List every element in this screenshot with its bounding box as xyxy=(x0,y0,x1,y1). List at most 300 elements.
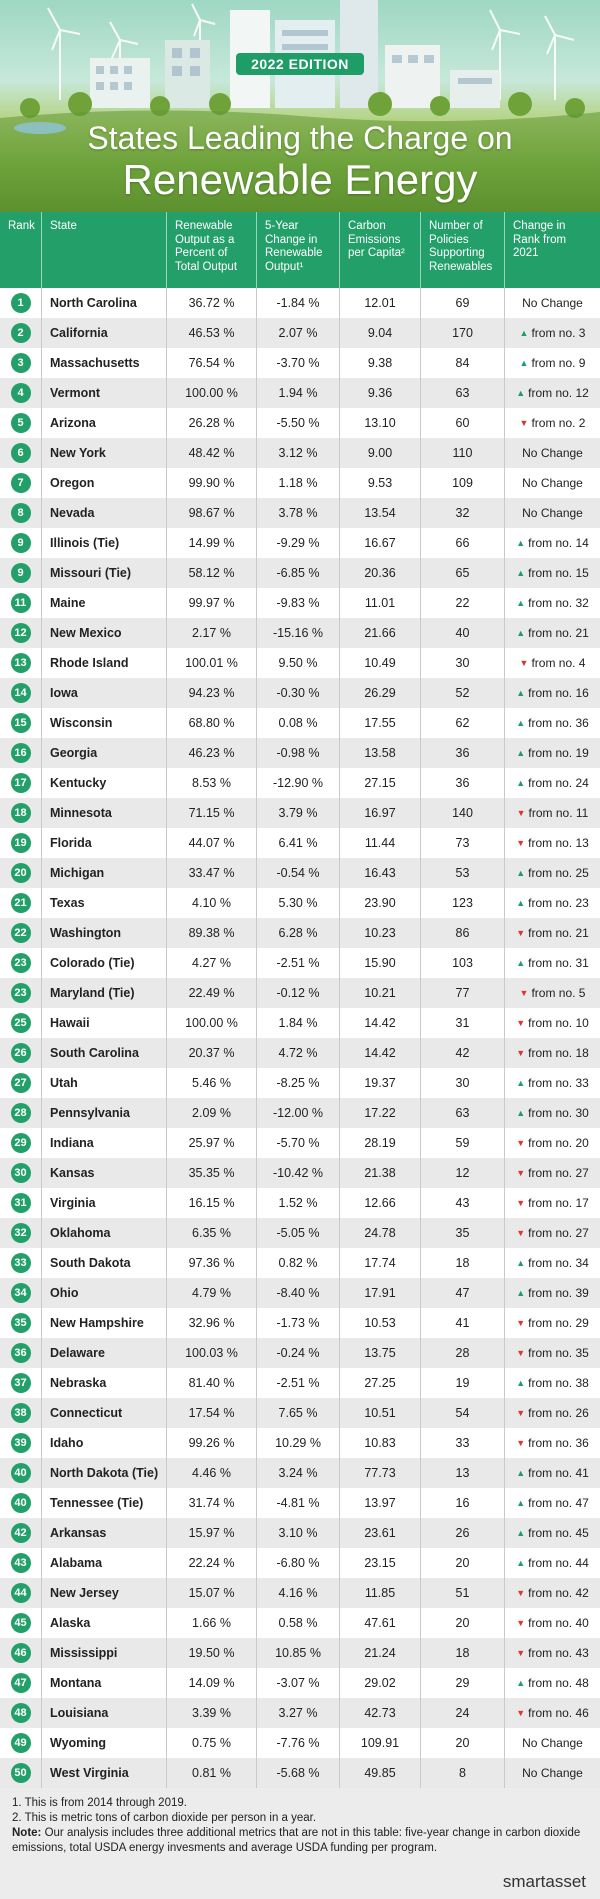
carbon-emissions-cell: 9.53 xyxy=(340,468,421,498)
triangle-up-icon: ▲ xyxy=(516,868,526,878)
rank-change-text: from no. 43 xyxy=(528,1646,589,1660)
renewable-output-cell: 15.07 % xyxy=(167,1578,257,1608)
state-cell: North Dakota (Tie) xyxy=(42,1458,167,1488)
table-row xyxy=(0,738,600,768)
rank-change-cell xyxy=(505,768,600,798)
table-row xyxy=(0,1728,600,1758)
table-row xyxy=(0,1368,600,1398)
rank-badge: 22 xyxy=(11,923,31,943)
policies-cell: 19 xyxy=(421,1368,505,1398)
table-row xyxy=(0,948,600,978)
policies-cell: 20 xyxy=(421,1728,505,1758)
state-cell: Oregon xyxy=(42,468,167,498)
policies-cell: 26 xyxy=(421,1518,505,1548)
rank-cell xyxy=(0,288,42,318)
five-year-change-cell: 3.78 % xyxy=(257,498,340,528)
table-row xyxy=(0,318,600,348)
rank-change-text: No Change xyxy=(522,476,583,490)
rank-change-cell xyxy=(505,1128,600,1158)
footnote-2: 2. This is metric tons of carbon dioxide per person in a year. xyxy=(12,1812,317,1824)
triangle-up-icon: ▲ xyxy=(516,1378,526,1388)
rank-change-cell xyxy=(505,378,600,408)
carbon-emissions-cell: 10.51 xyxy=(340,1398,421,1428)
page-title-emphasis: Renewable Energy xyxy=(122,156,478,203)
rank-badge: 31 xyxy=(11,1193,31,1213)
renewable-output-cell: 5.46 % xyxy=(167,1068,257,1098)
rank-change-cell xyxy=(505,1098,600,1128)
rank-badge: 40 xyxy=(11,1493,31,1513)
rank-badge: 8 xyxy=(11,503,31,523)
policies-cell: 40 xyxy=(421,618,505,648)
rank-change-cell xyxy=(505,1188,600,1218)
rank-cell xyxy=(0,858,42,888)
policies-cell: 140 xyxy=(421,798,505,828)
policies-cell: 47 xyxy=(421,1278,505,1308)
rank-change-text: No Change xyxy=(522,506,583,520)
policies-cell: 52 xyxy=(421,678,505,708)
state-cell: New Hampshire xyxy=(42,1308,167,1338)
five-year-change-cell: -1.84 % xyxy=(257,288,340,318)
policies-cell: 110 xyxy=(421,438,505,468)
table-row xyxy=(0,1428,600,1458)
rank-change-text: from no. 11 xyxy=(528,806,589,820)
rank-cell xyxy=(0,768,42,798)
rank-change-text: from no. 36 xyxy=(528,716,589,730)
five-year-change-cell: -6.85 % xyxy=(257,558,340,588)
state-cell: Arkansas xyxy=(42,1518,167,1548)
policies-cell: 54 xyxy=(421,1398,505,1428)
triangle-down-icon: ▼ xyxy=(516,1438,526,1448)
carbon-emissions-cell: 42.73 xyxy=(340,1698,421,1728)
rank-badge: 23 xyxy=(11,953,31,973)
rank-badge: 50 xyxy=(11,1763,31,1783)
table-row xyxy=(0,708,600,738)
five-year-change-cell: -5.05 % xyxy=(257,1218,340,1248)
table-row xyxy=(0,468,600,498)
five-year-change-cell: 9.50 % xyxy=(257,648,340,678)
five-year-change-cell: -7.76 % xyxy=(257,1728,340,1758)
rank-cell xyxy=(0,1698,42,1728)
carbon-emissions-cell: 21.24 xyxy=(340,1638,421,1668)
state-cell: Colorado (Tie) xyxy=(42,948,167,978)
five-year-change-cell: 5.30 % xyxy=(257,888,340,918)
renewable-output-cell: 97.36 % xyxy=(167,1248,257,1278)
state-cell: New Mexico xyxy=(42,618,167,648)
policies-cell: 33 xyxy=(421,1428,505,1458)
rank-cell xyxy=(0,468,42,498)
table-row xyxy=(0,1458,600,1488)
five-year-change-cell: -0.98 % xyxy=(257,738,340,768)
rank-change-cell xyxy=(505,858,600,888)
rank-badge: 40 xyxy=(11,1463,31,1483)
rank-badge: 43 xyxy=(11,1553,31,1573)
five-year-change-cell: -8.40 % xyxy=(257,1278,340,1308)
renewable-output-cell: 6.35 % xyxy=(167,1218,257,1248)
rank-badge: 12 xyxy=(11,623,31,643)
five-year-change-cell: 0.82 % xyxy=(257,1248,340,1278)
renewable-output-cell: 76.54 % xyxy=(167,348,257,378)
table-row xyxy=(0,1188,600,1218)
policies-cell: 12 xyxy=(421,1158,505,1188)
table-row xyxy=(0,1398,600,1428)
carbon-emissions-cell: 20.36 xyxy=(340,558,421,588)
rank-badge: 2 xyxy=(11,323,31,343)
rank-change-cell xyxy=(505,1728,600,1758)
rank-badge: 36 xyxy=(11,1343,31,1363)
rank-cell xyxy=(0,1428,42,1458)
rank-change-text: No Change xyxy=(522,446,583,460)
rank-change-text: from no. 46 xyxy=(528,1706,589,1720)
table-row xyxy=(0,918,600,948)
renewable-output-cell: 99.97 % xyxy=(167,588,257,618)
state-cell: Iowa xyxy=(42,678,167,708)
table-row xyxy=(0,1518,600,1548)
rank-change-cell xyxy=(505,1608,600,1638)
state-cell: Hawaii xyxy=(42,1008,167,1038)
brand-logo: smartasset xyxy=(502,1872,586,1891)
rank-cell xyxy=(0,1608,42,1638)
rank-change-text: from no. 44 xyxy=(528,1556,589,1570)
rank-badge: 42 xyxy=(11,1523,31,1543)
state-cell: Tennessee (Tie) xyxy=(42,1488,167,1518)
renewable-output-cell: 22.49 % xyxy=(167,978,257,1008)
carbon-emissions-cell: 23.61 xyxy=(340,1518,421,1548)
rank-badge: 39 xyxy=(11,1433,31,1453)
state-cell: Kentucky xyxy=(42,768,167,798)
rank-change-text: from no. 47 xyxy=(528,1496,589,1510)
rank-change-text: No Change xyxy=(522,1736,583,1750)
five-year-change-cell: -10.42 % xyxy=(257,1158,340,1188)
state-cell: Louisiana xyxy=(42,1698,167,1728)
rank-cell xyxy=(0,948,42,978)
state-cell: Montana xyxy=(42,1668,167,1698)
rank-cell xyxy=(0,1668,42,1698)
rank-change-cell xyxy=(505,648,600,678)
renewable-output-cell: 100.03 % xyxy=(167,1338,257,1368)
table-row xyxy=(0,1548,600,1578)
rank-badge: 7 xyxy=(11,473,31,493)
rank-change-cell xyxy=(505,1038,600,1068)
rank-badge: 48 xyxy=(11,1703,31,1723)
state-cell: Maryland (Tie) xyxy=(42,978,167,1008)
table-row xyxy=(0,798,600,828)
state-cell: Pennsylvania xyxy=(42,1098,167,1128)
triangle-down-icon: ▼ xyxy=(516,1348,526,1358)
table-row xyxy=(0,858,600,888)
five-year-change-cell: 3.24 % xyxy=(257,1458,340,1488)
rank-change-cell xyxy=(505,978,600,1008)
table-row xyxy=(0,1218,600,1248)
rank-cell xyxy=(0,438,42,468)
rank-change-text: from no. 34 xyxy=(528,1256,589,1270)
renewable-output-cell: 99.26 % xyxy=(167,1428,257,1458)
five-year-change-cell: 1.94 % xyxy=(257,378,340,408)
table-row xyxy=(0,1248,600,1278)
footnote-1: 1. This is from 2014 through 2019. xyxy=(12,1797,187,1809)
rank-change-text: from no. 12 xyxy=(528,386,589,400)
rank-cell xyxy=(0,1098,42,1128)
carbon-emissions-cell: 17.74 xyxy=(340,1248,421,1278)
rank-change-cell xyxy=(505,1248,600,1278)
five-year-change-cell: -6.80 % xyxy=(257,1548,340,1578)
rank-change-cell xyxy=(505,468,600,498)
rank-badge: 45 xyxy=(11,1613,31,1633)
column-header-rank: Rank xyxy=(0,212,42,288)
rank-change-text: from no. 19 xyxy=(528,746,589,760)
column-header-policies: Number of Policies Supporting Renewables xyxy=(421,212,505,288)
policies-cell: 170 xyxy=(421,318,505,348)
rank-badge: 14 xyxy=(11,683,31,703)
five-year-change-cell: 4.16 % xyxy=(257,1578,340,1608)
table-row xyxy=(0,1128,600,1158)
rank-change-text: from no. 36 xyxy=(528,1436,589,1450)
rank-cell xyxy=(0,1548,42,1578)
table-row xyxy=(0,558,600,588)
triangle-up-icon: ▲ xyxy=(516,628,526,638)
policies-cell: 8 xyxy=(421,1758,505,1788)
renewable-output-cell: 1.66 % xyxy=(167,1608,257,1638)
table-row xyxy=(0,1698,600,1728)
state-cell: North Carolina xyxy=(42,288,167,318)
table-row xyxy=(0,348,600,378)
rank-cell xyxy=(0,558,42,588)
rank-change-text: from no. 25 xyxy=(528,866,589,880)
rank-badge: 5 xyxy=(11,413,31,433)
rank-change-cell xyxy=(505,1218,600,1248)
state-cell: Maine xyxy=(42,588,167,618)
rank-change-text: from no. 26 xyxy=(528,1406,589,1420)
rank-cell xyxy=(0,498,42,528)
rank-change-cell xyxy=(505,498,600,528)
rank-change-text: from no. 32 xyxy=(528,596,589,610)
carbon-emissions-cell: 23.15 xyxy=(340,1548,421,1578)
rank-change-cell xyxy=(505,1158,600,1188)
policies-cell: 123 xyxy=(421,888,505,918)
table-row xyxy=(0,1098,600,1128)
five-year-change-cell: -9.83 % xyxy=(257,588,340,618)
rank-cell xyxy=(0,918,42,948)
rankings-table xyxy=(0,212,600,1788)
policies-cell: 20 xyxy=(421,1608,505,1638)
triangle-down-icon: ▼ xyxy=(516,1708,526,1718)
rank-change-text: No Change xyxy=(522,1766,583,1780)
rank-cell xyxy=(0,1068,42,1098)
rank-change-cell xyxy=(505,708,600,738)
state-cell: Georgia xyxy=(42,738,167,768)
rank-change-text: from no. 20 xyxy=(528,1136,589,1150)
rank-change-cell xyxy=(505,1548,600,1578)
table-row xyxy=(0,618,600,648)
five-year-change-cell: -2.51 % xyxy=(257,1368,340,1398)
five-year-change-cell: -3.07 % xyxy=(257,1668,340,1698)
policies-cell: 18 xyxy=(421,1638,505,1668)
five-year-change-cell: 7.65 % xyxy=(257,1398,340,1428)
rank-badge: 29 xyxy=(11,1133,31,1153)
policies-cell: 84 xyxy=(421,348,505,378)
renewable-output-cell: 22.24 % xyxy=(167,1548,257,1578)
renewable-output-cell: 46.23 % xyxy=(167,738,257,768)
renewable-output-cell: 35.35 % xyxy=(167,1158,257,1188)
triangle-down-icon: ▼ xyxy=(519,988,529,998)
state-cell: California xyxy=(42,318,167,348)
rank-change-cell xyxy=(505,1488,600,1518)
five-year-change-cell: 2.07 % xyxy=(257,318,340,348)
table-row xyxy=(0,1308,600,1338)
renewable-output-cell: 36.72 % xyxy=(167,288,257,318)
column-header-state: State xyxy=(42,212,167,288)
carbon-emissions-cell: 27.15 xyxy=(340,768,421,798)
state-cell: Rhode Island xyxy=(42,648,167,678)
state-cell: New Jersey xyxy=(42,1578,167,1608)
five-year-change-cell: -2.51 % xyxy=(257,948,340,978)
triangle-down-icon: ▼ xyxy=(516,1048,526,1058)
state-cell: Illinois (Tie) xyxy=(42,528,167,558)
five-year-change-cell: -3.70 % xyxy=(257,348,340,378)
rank-change-text: from no. 3 xyxy=(531,326,586,340)
rank-change-cell xyxy=(505,1008,600,1038)
carbon-emissions-cell: 9.00 xyxy=(340,438,421,468)
rank-cell xyxy=(0,318,42,348)
rank-change-text: from no. 16 xyxy=(528,686,589,700)
column-header-renewable-output: Renewable Output as a Percent of Total Output xyxy=(167,212,257,288)
policies-cell: 103 xyxy=(421,948,505,978)
rank-cell xyxy=(0,1128,42,1158)
note-label: Note: xyxy=(12,1827,42,1839)
policies-cell: 22 xyxy=(421,588,505,618)
rank-cell xyxy=(0,1458,42,1488)
carbon-emissions-cell: 26.29 xyxy=(340,678,421,708)
carbon-emissions-cell: 10.23 xyxy=(340,918,421,948)
rank-badge: 35 xyxy=(11,1313,31,1333)
policies-cell: 20 xyxy=(421,1548,505,1578)
carbon-emissions-cell: 11.44 xyxy=(340,828,421,858)
five-year-change-cell: -0.54 % xyxy=(257,858,340,888)
rank-change-text: from no. 10 xyxy=(528,1016,589,1030)
five-year-change-cell: -12.00 % xyxy=(257,1098,340,1128)
renewable-output-cell: 3.39 % xyxy=(167,1698,257,1728)
rank-change-text: from no. 40 xyxy=(528,1616,589,1630)
rank-change-cell xyxy=(505,438,600,468)
carbon-emissions-cell: 13.10 xyxy=(340,408,421,438)
policies-cell: 16 xyxy=(421,1488,505,1518)
triangle-up-icon: ▲ xyxy=(516,898,526,908)
rank-change-cell xyxy=(505,1428,600,1458)
rank-change-text: from no. 42 xyxy=(528,1586,589,1600)
rank-cell xyxy=(0,888,42,918)
policies-cell: 31 xyxy=(421,1008,505,1038)
rank-cell xyxy=(0,1038,42,1068)
renewable-output-cell: 4.79 % xyxy=(167,1278,257,1308)
rank-badge: 11 xyxy=(11,593,31,613)
policies-cell: 60 xyxy=(421,408,505,438)
carbon-emissions-cell: 109.91 xyxy=(340,1728,421,1758)
rank-change-text: No Change xyxy=(522,296,583,310)
table-body xyxy=(0,288,600,1788)
rank-cell xyxy=(0,528,42,558)
rank-badge: 1 xyxy=(11,293,31,313)
policies-cell: 77 xyxy=(421,978,505,1008)
state-cell: Oklahoma xyxy=(42,1218,167,1248)
rank-cell xyxy=(0,1278,42,1308)
state-cell: Nebraska xyxy=(42,1368,167,1398)
policies-cell: 59 xyxy=(421,1128,505,1158)
rank-badge: 18 xyxy=(11,803,31,823)
state-cell: Virginia xyxy=(42,1188,167,1218)
state-cell: Washington xyxy=(42,918,167,948)
triangle-up-icon: ▲ xyxy=(516,1078,526,1088)
state-cell: West Virginia xyxy=(42,1758,167,1788)
triangle-down-icon: ▼ xyxy=(516,1318,526,1328)
rank-cell xyxy=(0,1638,42,1668)
state-cell: Texas xyxy=(42,888,167,918)
triangle-down-icon: ▼ xyxy=(516,1228,526,1238)
renewable-output-cell: 2.09 % xyxy=(167,1098,257,1128)
policies-cell: 28 xyxy=(421,1338,505,1368)
rank-cell xyxy=(0,1008,42,1038)
renewable-output-cell: 19.50 % xyxy=(167,1638,257,1668)
triangle-up-icon: ▲ xyxy=(516,1288,526,1298)
rank-change-cell xyxy=(505,288,600,318)
renewable-output-cell: 33.47 % xyxy=(167,858,257,888)
rank-change-text: from no. 35 xyxy=(528,1346,589,1360)
renewable-output-cell: 14.09 % xyxy=(167,1668,257,1698)
rank-change-cell xyxy=(505,1278,600,1308)
rank-badge: 33 xyxy=(11,1253,31,1273)
rank-change-text: from no. 15 xyxy=(528,566,589,580)
triangle-down-icon: ▼ xyxy=(516,928,526,938)
policies-cell: 51 xyxy=(421,1578,505,1608)
note-text: Our analysis includes three additional metrics that are not in this table: five-year change in carbon dioxide emissions, total USDA energy invesments and average USDA funding per program. xyxy=(12,1827,581,1854)
renewable-output-cell: 32.96 % xyxy=(167,1308,257,1338)
rank-badge: 34 xyxy=(11,1283,31,1303)
five-year-change-cell: -1.73 % xyxy=(257,1308,340,1338)
rank-cell xyxy=(0,1308,42,1338)
rank-change-cell xyxy=(505,318,600,348)
carbon-emissions-cell: 13.54 xyxy=(340,498,421,528)
state-cell: Florida xyxy=(42,828,167,858)
state-cell: Connecticut xyxy=(42,1398,167,1428)
renewable-output-cell: 94.23 % xyxy=(167,678,257,708)
table-row xyxy=(0,498,600,528)
renewable-output-cell: 48.42 % xyxy=(167,438,257,468)
rank-change-text: from no. 14 xyxy=(528,536,589,550)
table-row xyxy=(0,1038,600,1068)
renewable-output-cell: 17.54 % xyxy=(167,1398,257,1428)
table-row xyxy=(0,288,600,318)
state-cell: Alabama xyxy=(42,1548,167,1578)
rank-change-text: from no. 4 xyxy=(531,656,586,670)
rank-change-cell xyxy=(505,1458,600,1488)
five-year-change-cell: 3.27 % xyxy=(257,1698,340,1728)
renewable-output-cell: 0.75 % xyxy=(167,1728,257,1758)
policies-cell: 29 xyxy=(421,1668,505,1698)
rank-badge: 27 xyxy=(11,1073,31,1093)
state-cell: Nevada xyxy=(42,498,167,528)
rank-change-cell xyxy=(505,1338,600,1368)
triangle-up-icon: ▲ xyxy=(516,1468,526,1478)
renewable-output-cell: 31.74 % xyxy=(167,1488,257,1518)
triangle-down-icon: ▼ xyxy=(516,808,526,818)
rank-badge: 17 xyxy=(11,773,31,793)
carbon-emissions-cell: 10.53 xyxy=(340,1308,421,1338)
carbon-emissions-cell: 19.37 xyxy=(340,1068,421,1098)
rank-change-text: from no. 31 xyxy=(528,956,589,970)
rank-change-text: from no. 41 xyxy=(528,1466,589,1480)
carbon-emissions-cell: 14.42 xyxy=(340,1038,421,1068)
carbon-emissions-cell: 13.58 xyxy=(340,738,421,768)
rank-badge: 47 xyxy=(11,1673,31,1693)
carbon-emissions-cell: 15.90 xyxy=(340,948,421,978)
